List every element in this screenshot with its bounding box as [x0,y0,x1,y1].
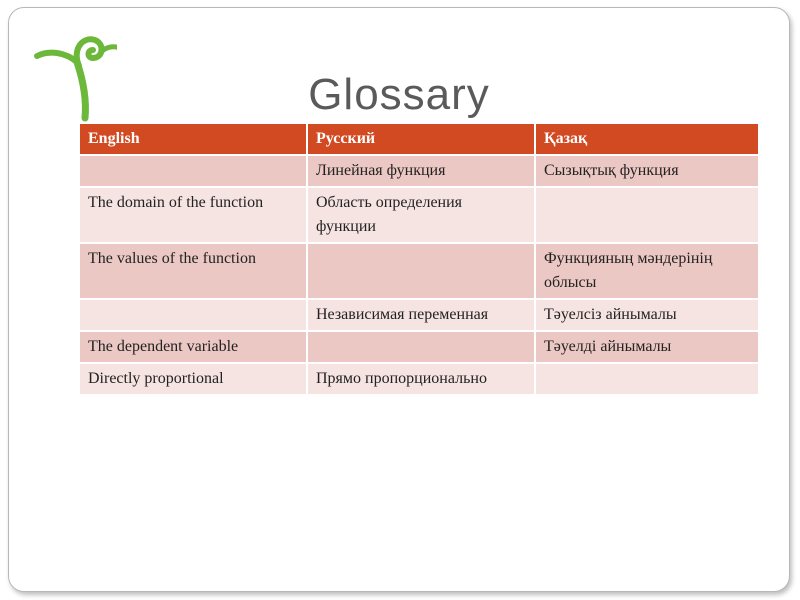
cell-english: Directly proportional [80,363,307,395]
header-kazakh: Қазақ [535,124,759,155]
table-row [80,187,759,243]
cell-english [80,155,307,187]
cell-english [80,299,307,331]
table-row [80,363,759,395]
glossary-table [80,124,760,396]
cell-russian: Прямо пропорционально [307,363,535,395]
cell-russian [307,243,535,299]
table-row [80,331,759,363]
table-row [80,155,759,187]
cell-english: The values of the function [80,243,307,299]
cell-russian: Независимая переменная [307,299,535,331]
cell-kazakh: Функцияның мәндерінің облысы [535,243,759,299]
table-header-row [80,124,759,155]
cell-kazakh [535,363,759,395]
table-row [80,299,759,331]
cell-english: The domain of the function [80,187,307,243]
cell-kazakh: Тәуелсіз айнымалы [535,299,759,331]
cell-kazakh: Сызықтық функция [535,155,759,187]
header-english: English [80,124,307,155]
cell-russian: Линейная функция [307,155,535,187]
table-row [80,243,759,299]
cell-kazakh: Тәуелді айнымалы [535,331,759,363]
cell-russian [307,331,535,363]
cell-kazakh [535,187,759,243]
header-russian: Русский [307,124,535,155]
cell-russian: Область определения функции [307,187,535,243]
page-title: Glossary [308,70,490,119]
cell-english: The dependent variable [80,331,307,363]
